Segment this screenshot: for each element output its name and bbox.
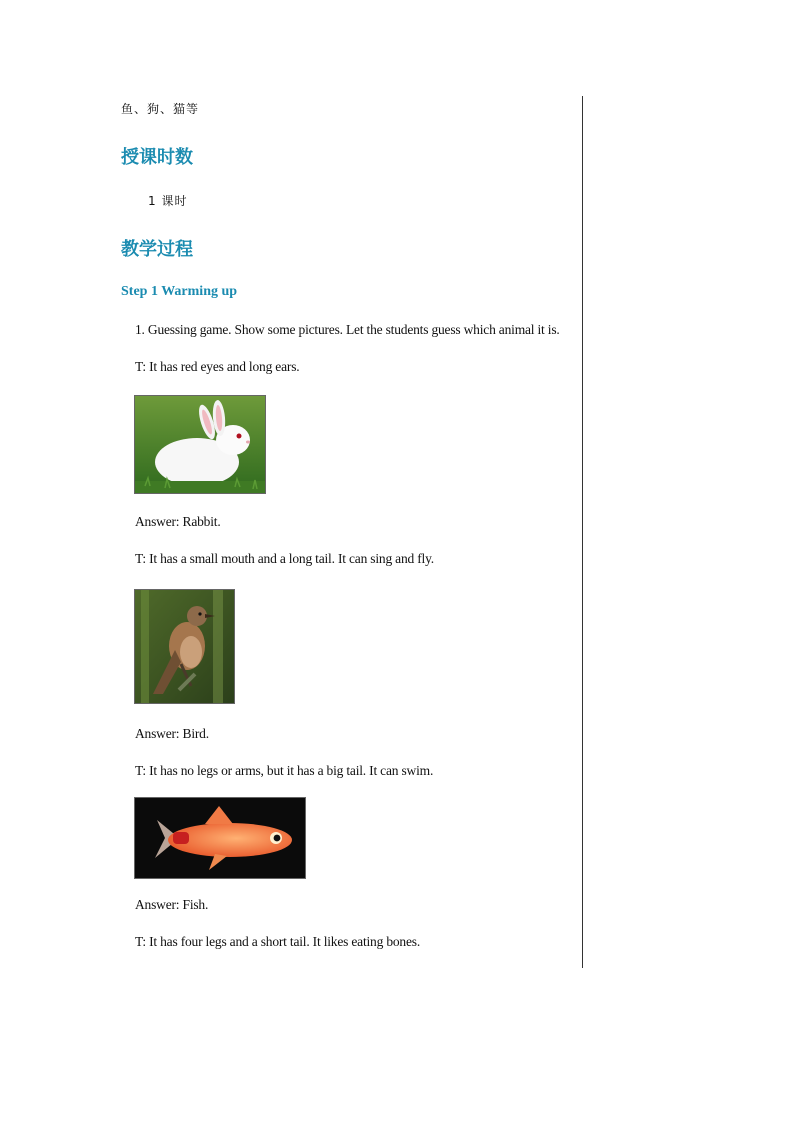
fish-image bbox=[134, 797, 306, 879]
question-4: T: It has four legs and a short tail. It likes eating bones. bbox=[135, 934, 421, 949]
rabbit-image bbox=[134, 395, 266, 494]
heading-class-hours: 授课时数 bbox=[121, 147, 193, 168]
answer-1: Answer: Rabbit. bbox=[135, 514, 221, 529]
heading-teaching-process: 教学过程 bbox=[121, 239, 193, 260]
answer-2: Answer: Bird. bbox=[135, 726, 209, 741]
guessing-game-intro: 1. Guessing game. Show some pictures. Let the students guess which animal it is. bbox=[135, 322, 560, 337]
step-1-title: Step 1 Warming up bbox=[121, 284, 238, 299]
margin-rule bbox=[582, 96, 583, 968]
bird-image bbox=[134, 589, 235, 704]
class-hours-text: 1 课时 bbox=[148, 194, 188, 208]
question-2: T: It has a small mouth and a long tail. It can sing and fly. bbox=[135, 551, 434, 566]
animal-list-text: 鱼、狗、猫等 bbox=[121, 102, 200, 116]
question-1: T: It has red eyes and long ears. bbox=[135, 359, 300, 374]
answer-3: Answer: Fish. bbox=[135, 897, 209, 912]
question-3: T: It has no legs or arms, but it has a big tail. It can swim. bbox=[135, 763, 434, 778]
